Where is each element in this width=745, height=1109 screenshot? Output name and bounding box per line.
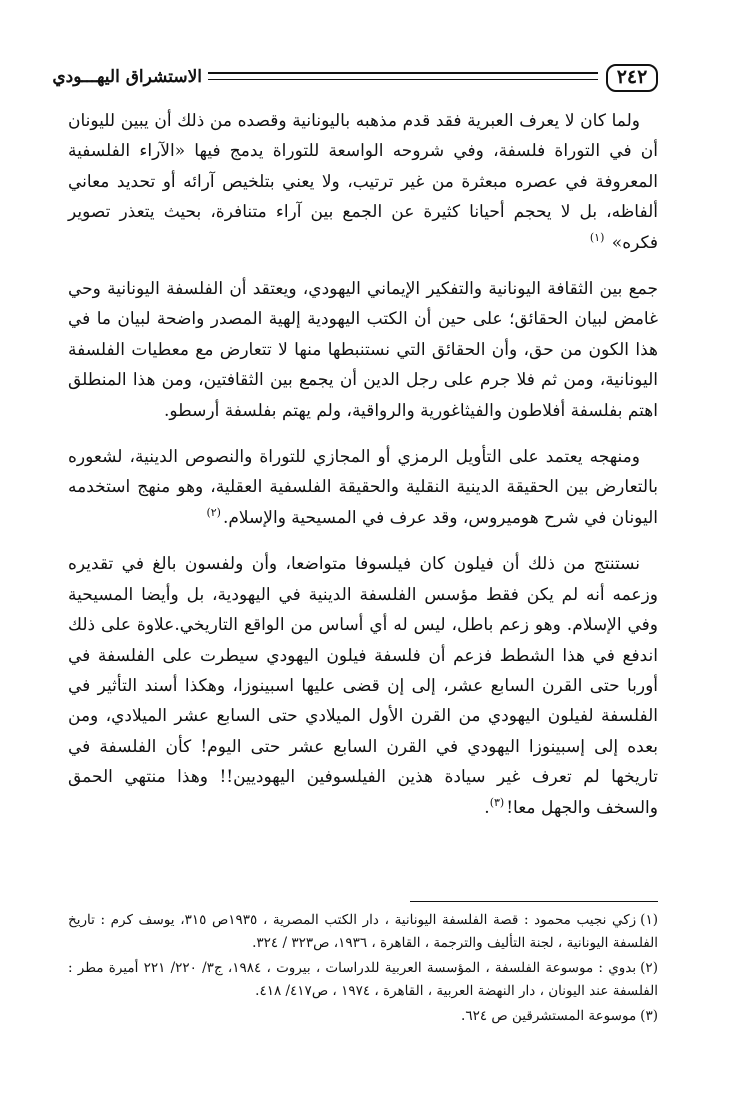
footnote	[68, 957, 658, 1003]
body-text	[68, 106, 658, 839]
footnote-number: (٢)	[640, 960, 658, 976]
footnote-ref: (٣)	[489, 795, 505, 809]
footnote-text: زكي نجيب محمود : قصة الفلسفة اليونانية ، دار الكتب المصرية ، ١٩٣٥ص ٣١٥، يوسف كرم : تاريخ الفلسفة اليونانية ، لجنة التأليف والترجمة ، القاهرة ، ١٩٣٦، ص٣٢٣ / ٣٢٤.	[68, 912, 658, 951]
page-number: ٢٤٢	[606, 64, 658, 92]
header-rule-thick	[208, 72, 598, 74]
footnotes	[68, 909, 658, 1030]
footnote-ref: (٢)	[206, 506, 221, 520]
paragraph	[68, 549, 658, 823]
header-rule-thin	[208, 79, 598, 80]
footnote-text: موسوعة المستشرقين ص ٦٢٤.	[461, 1008, 637, 1024]
paragraph-text: نستنتج من ذلك أن فيلون كان فيلسوفا متواضعا، وأن ولفسون بالغ في تقديره وزعمه أنه لم يكن فقط مؤسس الفلسفة الدينية في اليهودية، بل وأيضا المسيحية وفي الإسلام. وهو زعم باطل، ليس له أي أساس من الواقع التاريخي.علاوة على ذلك اندفع في هذا الشطط فزعم أن فلسفة فيلون اليهودي سيطرت على الفلسفة في أوربا حتى القرن السابع عشر، إلى إن قضى عليها اسبينوزا، وهكذا أسند التأثير في الفلسفة لفيلون اليهودي من القرن الأول الميلادي حتى السابع عشر الميلادي، ومن بعده إلى إسبينوزا اليهودي في القرن السابع عشر حتى اليوم! كأن الفلسفة في تاريخها لم تعرف غير سيادة هذين الفيلسوفين اليهوديين!! وهذا منتهي الحمق والسخف والجهل معا!	[68, 554, 659, 818]
footnote	[68, 1005, 658, 1028]
paragraph-text: ولما كان لا يعرف العبرية فقد قدم مذهبه باليونانية وقصده من ذلك أن يبين لليونان أن في التوراة فلسفة، وفي شروحه الواسعة للتوراة يدمج فيها «الآراء الفلسفية المعروفة في عصره مبعثرة من غير ترتيب، ولا يعني بتلخيص آرائه أو تحديد معاني ألفاظه، بل لا يحجم أحيانا كثيرة عن الجمع بين آراء متنافرة، بحيث يتعذر تصوير فكره»	[68, 111, 658, 253]
footnote-number: (٣)	[640, 1008, 658, 1024]
footnote-number: (١)	[640, 912, 658, 928]
paragraph-text: جمع بين الثقافة اليونانية والتفكير الإيماني اليهودي، ويعتقد أن الفلسفة اليونانية وحي غامض لبيان الحقائق؛ على حين أن الكتب اليهودية إلهية المصدر واضحة لبيان ما في هذا الكون من حق، وأن الحقائق التي نستنبطها منها لا تتعارض مع معطيات الفلسفة اليونانية، ومن ثم فلا جرم على رجل الدين أن يجمع بين الثقافتين، ومن هذا المنطلق اهتم بفلسفة أفلاطون والفيثاغورية والرواقية، ولم يهتم بفلسفة أرسطو.	[68, 279, 658, 421]
footnote	[68, 909, 658, 955]
paragraph-text: ومنهجه يعتمد على التأويل الرمزي أو المجازي للتوراة والنصوص الدينية، لشعوره بالتعارض بين الحقيقة الدينية النقلية والحقيقة الفلسفية العقلية، وهو منهج استخدمه اليونان في شرح هوميروس، وقد عرف في المسيحية والإسلام.	[68, 447, 658, 528]
footnote-separator	[410, 901, 658, 902]
running-header	[52, 58, 658, 98]
running-title: الاستشراق اليهـــودي	[52, 67, 202, 87]
paragraph	[68, 442, 658, 533]
paragraph	[68, 274, 658, 426]
footnote-ref: (١)	[589, 230, 605, 244]
header-rule	[208, 70, 598, 84]
paragraph-trailing: .	[484, 797, 490, 818]
footnote-text: بدوي : موسوعة الفلسفة ، المؤسسة العربية للدراسات ، بيروت ، ١٩٨٤، ج٣/ ٢٢٠/ ٢٢١ أميرة مطر : الفلسفة عند اليونان ، دار النهضة العربية ، القاهرة ، ١٩٧٤ ، ص٤١٧/ ٤١٨.	[68, 960, 658, 999]
paragraph	[68, 106, 658, 258]
